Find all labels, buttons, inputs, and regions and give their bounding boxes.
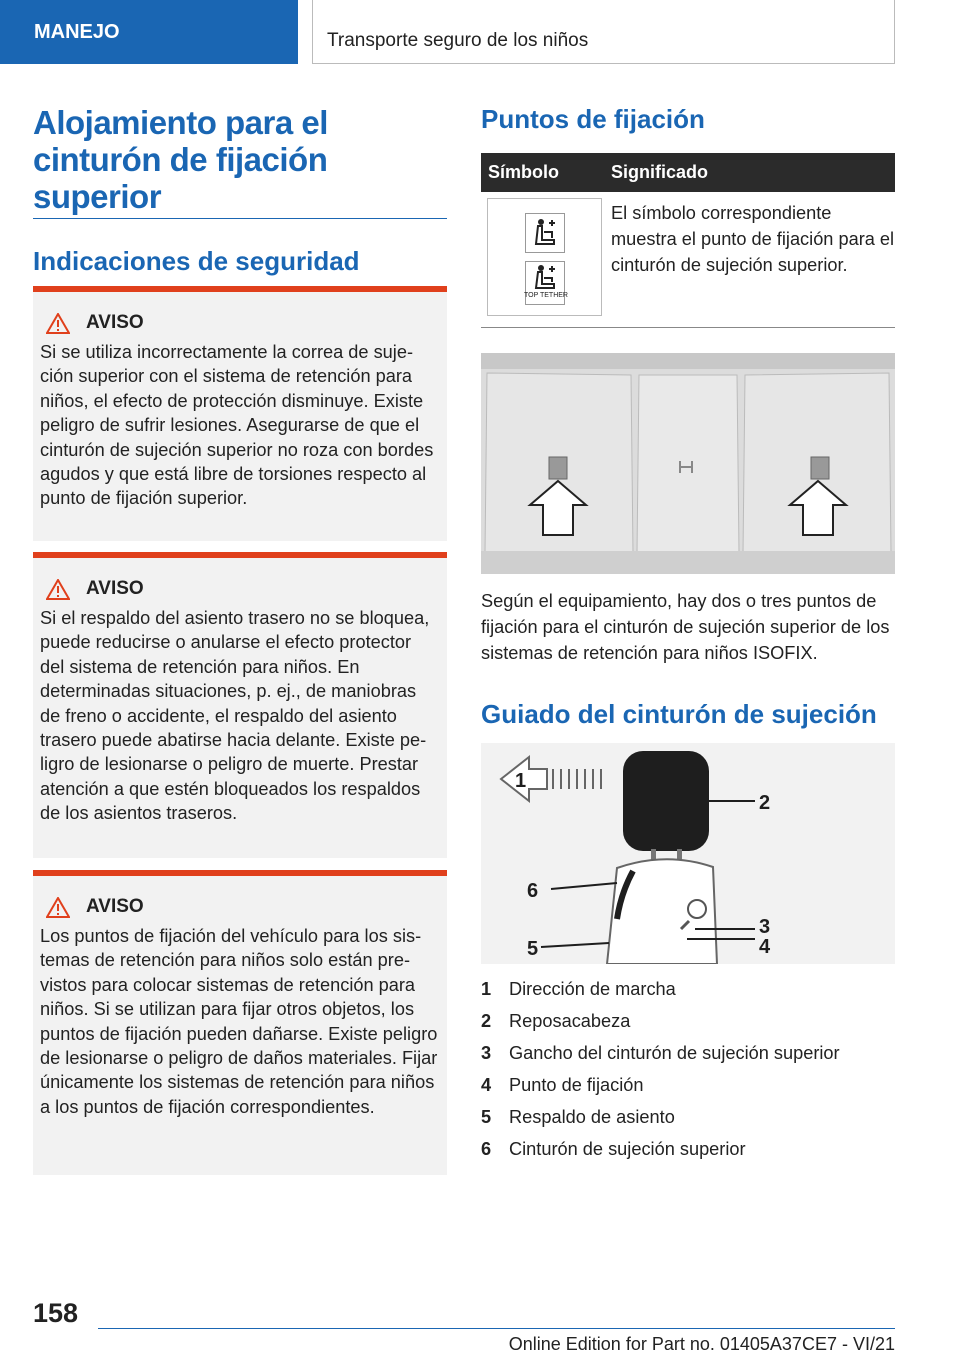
table-divider	[481, 327, 895, 328]
table-header	[481, 153, 895, 192]
symbol-meaning-text: El símbolo correspondiente muestra el punto de fijación para el cinturón de sujeción superior.	[611, 203, 895, 275]
callout-3: 3	[759, 916, 771, 938]
legend-item	[481, 1104, 895, 1136]
top-tether-icon	[524, 261, 568, 305]
page-number: 158	[33, 1298, 79, 1328]
legend-text: Dirección de marcha	[509, 979, 676, 999]
legend-text: Cinturón de sujeción superior	[509, 1139, 746, 1159]
legend-text: Punto de fijación	[509, 1075, 644, 1095]
warning-triangle-icon	[46, 313, 70, 334]
anchor-points-description: Según el equipamiento, hay dos o tres puntos de fijación para el cinturón de sujeción superior de los sistemas de retención para niños ISOFIX.	[481, 591, 890, 663]
section-tab: MANEJO	[0, 0, 298, 64]
title-divider	[33, 218, 447, 219]
child-seat-anchor-icon	[525, 213, 565, 253]
callout-1: 1	[515, 770, 527, 792]
callout-4: 4	[759, 936, 771, 958]
edition-note: Online Edition for Part no. 01405A37CE7 - VI/21	[508, 1334, 895, 1354]
legend-number: 2	[481, 1011, 492, 1031]
top-tether-caption: TOP TETHER	[524, 292, 568, 299]
chapter-title: Transporte seguro de los niños	[312, 0, 895, 64]
warning-text: Los puntos de fijación del vehículo para los sistemas de retención para niños solo están previstos para colocar sistemas de retención para niños. Si se utilizan para fijar otros objetos, los puntos de fijación pueden dañarse. Existe peligro de lesionarse o peligro de daños materiales. Fijar únicamente los sistemas de retención para niños a los puntos de fijación correspondientes.	[40, 926, 438, 1117]
legend-text: Reposacabeza	[509, 1011, 631, 1031]
symbol-cell	[487, 198, 602, 316]
section-heading-anchor-points: Puntos de fijación	[481, 104, 705, 134]
warning-header	[40, 896, 439, 918]
legend-number: 1	[481, 979, 492, 999]
legend-number: 6	[481, 1139, 492, 1159]
warning-label: AVISO	[86, 312, 144, 333]
callout-5: 5	[527, 938, 539, 960]
footer-divider	[98, 1328, 895, 1329]
warning-triangle-icon	[46, 897, 70, 918]
warning-header	[40, 312, 439, 334]
legend-item	[481, 976, 895, 1008]
column-header-meaning: Significado	[611, 162, 709, 182]
warning-header	[40, 578, 439, 600]
legend-number: 4	[481, 1075, 492, 1095]
section-heading-safety: Indicaciones de seguridad	[33, 246, 360, 276]
diagram-legend	[481, 976, 895, 1168]
section-heading-belt-routing: Guiado del cinturón de sujeción	[481, 699, 877, 729]
warning-triangle-icon	[46, 579, 70, 600]
legend-text: Respaldo de asiento	[509, 1107, 675, 1127]
warning-label: AVISO	[86, 578, 144, 599]
page-title: Alojamiento para el cinturón de fijación superior	[33, 104, 328, 215]
rear-seat-anchor-photo	[481, 353, 895, 574]
callout-2: 2	[759, 792, 771, 814]
legend-text: Gancho del cinturón de sujeción superior	[509, 1043, 840, 1063]
warning-box	[33, 286, 447, 541]
column-header-symbol: Símbolo	[488, 162, 559, 182]
legend-item	[481, 1136, 895, 1168]
warning-box	[33, 552, 447, 858]
warning-box	[33, 870, 447, 1175]
callout-6: 6	[527, 880, 539, 902]
legend-item	[481, 1008, 895, 1040]
legend-item	[481, 1040, 895, 1072]
legend-item	[481, 1072, 895, 1104]
warning-text: Si el respaldo del asiento trasero no se bloquea, puede reducirse o anularse el efecto protector del sistema de retención para niños. En determinadas situaciones, p. ej., de maniobras de freno o accidente, el respaldo del asiento trasero puede abatirse hacia delante. Existe peligro de lesionarse o peligro de muerte. Prestar atención a que estén bloqueados los respaldos de los asientos traseros.	[40, 608, 430, 824]
warning-text: Si se utiliza incorrectamente la correa de sujeción superior con el sistema de retención para niños, el efecto de protección disminuye. Existe peligro de sufrir lesiones. Asegurarse de que el cinturón de sujeción superior no roza con bordes agudos y que está libre de torsiones respecto al punto de fijación superior.	[40, 342, 434, 509]
warning-label: AVISO	[86, 896, 144, 917]
legend-number: 5	[481, 1107, 492, 1127]
legend-number: 3	[481, 1043, 492, 1063]
belt-routing-diagram	[481, 743, 895, 964]
